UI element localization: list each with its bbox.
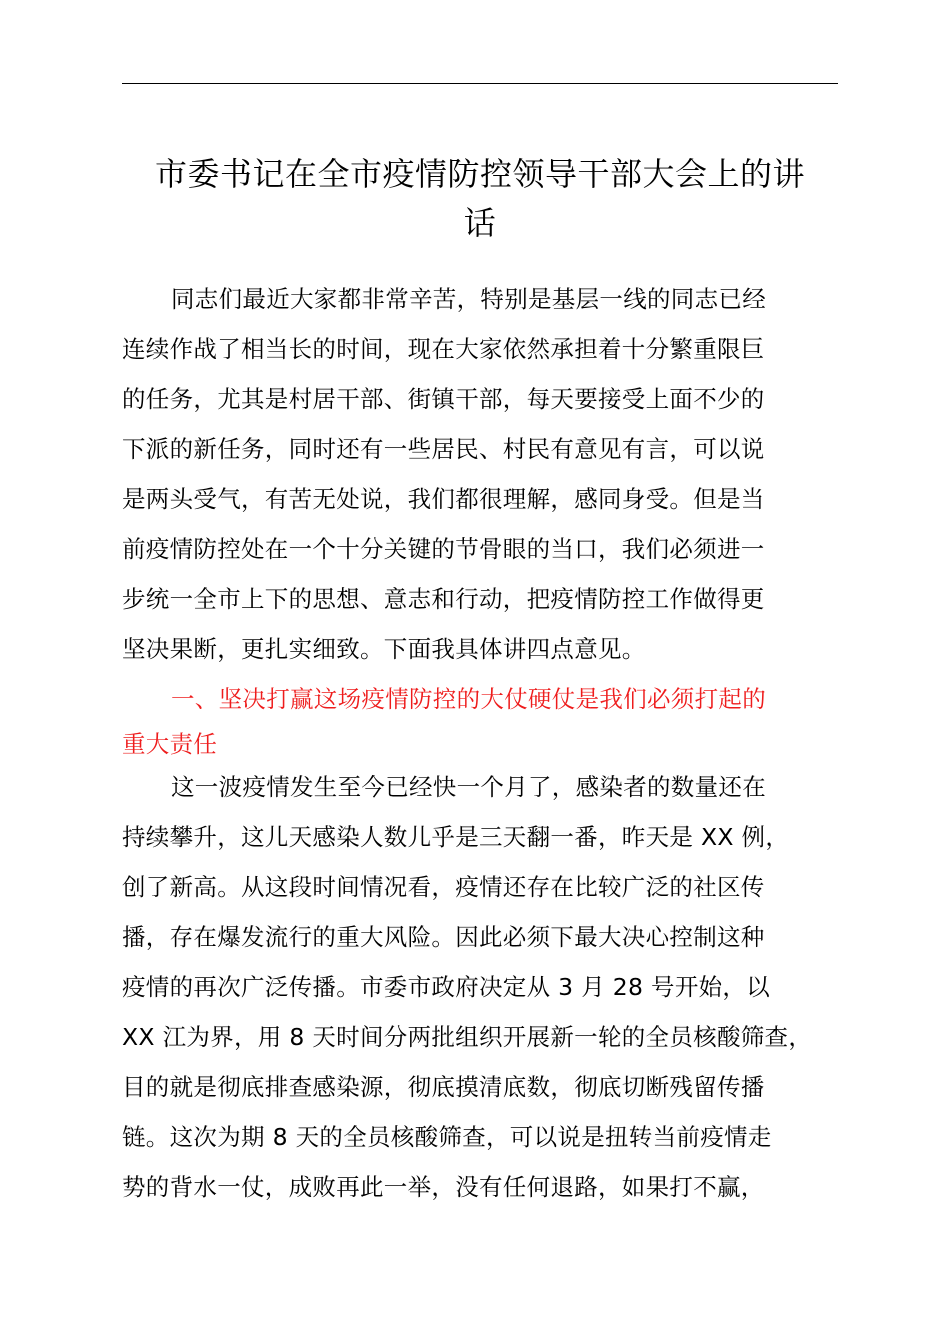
header-rule [122, 83, 838, 84]
document-title [100, 150, 860, 248]
title-line: 话 [463, 204, 497, 242]
text-line: 同志们最近大家都非常辛苦，特别是基层一线的同志已经 [171, 285, 766, 313]
text-line: 持续攀升，这儿天感染人数儿乎是三天翻一番，昨天是 XX 例， [122, 823, 790, 851]
text-line: 势的背水一仗，成败再此一举，没有任何退路，如果打不赢， [122, 1173, 765, 1201]
text-line: 前疫情防控处在一个十分关键的节骨眼的当口，我们必须进一 [122, 535, 765, 563]
text-line: 播，存在爆发流行的重大风险。因此必须下最大决心控制这种 [122, 923, 765, 951]
text-line: 连续作战了相当长的时间，现在大家依然承担着十分繁重限巨 [122, 335, 765, 363]
text-line: 的任务，尤其是村居干部、街镇干部，每天要接受上面不少的 [122, 385, 765, 413]
heading-line: 重大责任 [122, 730, 218, 758]
text-line: 是两头受气，有苦无处说，我们都很理解，感同身受。但是当 [122, 485, 765, 513]
text-line: 坚决果断，更扎实细致。下面我具体讲四点意见。 [122, 635, 646, 663]
text-line: 目的就是彻底排查感染源，彻底摸清底数，彻底切断残留传播 [122, 1073, 765, 1101]
text-line: XX 江为界，用 8 天时间分两批组织开展新一轮的全员核酸筛查， [122, 1023, 813, 1051]
title-line: 市委书记在全市疫情防控领导干部大会上的讲 [154, 155, 805, 193]
text-line: 链。这次为期 8 天的全员核酸筛查，可以说是扭转当前疫情走 [122, 1123, 772, 1151]
text-line: 下派的新任务，同时还有一些居民、村民有意见有言，可以说 [122, 435, 765, 463]
text-line: 疫情的再次广泛传播。市委市政府决定从 3 月 28 号开始，以 [122, 973, 771, 1001]
text-line: 创了新高。从这段时间情况看，疫情还存在比较广泛的社区传 [122, 873, 765, 901]
text-line: 步统一全市上下的思想、意志和行动，把疫情防控工作做得更 [122, 585, 765, 613]
heading-line: 一、坚决打赢这场疫情防控的大仗硬仗是我们必须打起的 [171, 685, 766, 713]
text-line: 这一波疫情发生至今已经快一个月了，感染者的数量还在 [171, 773, 766, 801]
